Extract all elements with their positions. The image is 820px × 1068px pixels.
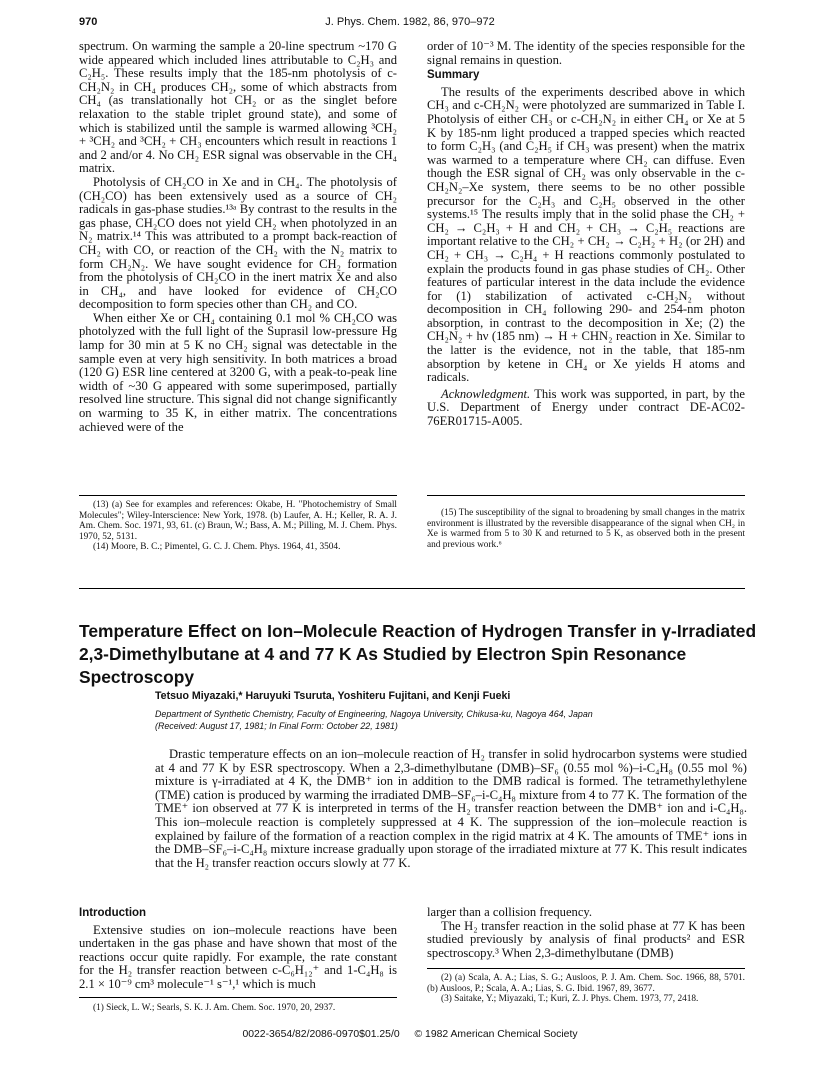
- left-column-text: [79, 40, 397, 434]
- page-number: 970: [79, 16, 98, 28]
- footnote: (2) (a) Scala, A. A.; Lias, S. G.; Ausloos, P. J. Am. Chem. Soc. 1966, 88, 5701. (b) Ausloos, P.; Scala, A. A.; Lias, S. G. Ibid. 1967, 89, 3677.: [427, 973, 745, 994]
- journal-citation: J. Phys. Chem. 1982, 86, 970–972: [325, 16, 495, 28]
- section-heading-summary: Summary: [427, 69, 480, 82]
- section-divider: [79, 588, 745, 589]
- acknowledgment-label: Acknowledgment.: [441, 386, 531, 401]
- paragraph: Photolysis of CH₂CO in Xe and in CH₄. The photolysis of (CH₂CO) has been extensively used as a source of CH₂ radicals in gas-phase studies.¹³ᵃ By contrast to the results in the gas phase, CH₂CO does not yield CH₂ when photolyzed in an N₂ matrix.¹⁴ This was attributed to a prompt back-reaction of CH₂ with CO, or reaction of the CH₂ with the N₂ matrix to form CH₂N₂. We have sought evidence for CH₂ formation from the photolysis of CH₂CO in the inert matrix Xe and also in CH₄, and have looked for evidence of CH₂CO decomposition to form species other than CH₂ and CO.: [79, 174, 397, 312]
- footnote: (14) Moore, B. C.; Pimentel, G. C. J. Chem. Phys. 1964, 41, 3504.: [93, 542, 341, 553]
- footnote: (13) (a) See for examples and references: Okabe, H. "Photochemistry of Small Molecules"; Wiley-Interscience: New York, 1978. (b) Laufer, A. H.; Keller, R. A. J. Am. Chem. Soc. 1971, 93, 61. (c) Braun, W.; Bass, A. M.; Pilling, M. J. Chem. Phys. 1970, 52, 5131.: [79, 500, 397, 542]
- acknowledgment-text: This work was supported, in part, by the U.S. Department of Energy under contract DE-AC02-76ER01715-A005.: [427, 386, 745, 429]
- paragraph: When either Xe or CH₄ containing 0.1 mol % CH₂CO was photolyzed with the full light of the Suprasil low-pressure Hg lamp for 30 min at 5 K no CH₂ signal was detectable in the sample even at very high sensitivity. In both matrices a broad (120 G) ESR line centered at 3200 G, with a peak-to-peak line width of ~30 G appeared with some superimposed, partially resolved line structure. This signal did not change significantly on warming to 35 K, in either matrix. The concentrations achieved were of the: [79, 310, 397, 434]
- footnotes-right: [427, 508, 745, 550]
- footnote: (3) Saitake, Y.; Miyazaki, T.; Kuri, Z. J. Phys. Chem. 1973, 77, 2418.: [441, 994, 699, 1005]
- introduction-left: [79, 905, 397, 992]
- footnote-divider: [79, 997, 397, 998]
- footnotes-bottom-left: [79, 1003, 397, 1014]
- article-abstract: Drastic temperature effects on an ion–molecule reaction of H₂ transfer in solid hydrocarbon systems were studied at 4 and 77 K by ESR spectroscopy. When a 2,3-dimethylbutane (DMB)–SF₆ (0.55 mol %)–i-C₄H₈ (0.55 mol %) mixture is γ-irradiated at 4 K, the DMB⁺ ion in addition to the DMB radical is formed. The tetramethylethylene (TME) cation is produced by warming the irradiated DMB–SF₆–i-C₄H₈ mixture from 4 to 77 K. The formation of the TME⁺ ion observed at 77 K is interpreted in terms of the H₂ transfer reaction between the DMB⁺ ion and i-C₄H₈. This ion–molecule reaction is completely suppressed at 4 K. The suppression of the ion–molecule reaction is explained by failure of the formation of a reaction complex in the rigid matrix at 4 K. The amounts of TME⁺ ions in the DMB–SF₆–i-C₄H₈ mixture increase gradually upon storage of the irradiated mixture at 77 K. This result indicates that the H₂ transfer reaction occurs slowly at 77 K.: [155, 747, 747, 870]
- section-heading-introduction: Introduction: [79, 907, 147, 919]
- paragraph: The H₂ transfer reaction in the solid phase at 77 K has been studied previously by analysis of final products² and ESR spectroscopy.³ When 2,3-dimethylbutane (DMB): [427, 918, 745, 960]
- paragraph: Extensive studies on ion–molecule reactions have been undertaken in the gas phase and have shown that most of the reactions occur quite rapidly. For example, the rate constant for the H₂ transfer reaction between c-C₆H₁₂⁺ and 1-C₄H₈ is 2.1 × 10⁻⁹ cm³ molecule⁻¹ s⁻¹,¹ which is much: [79, 922, 397, 991]
- footnote-divider: [427, 968, 745, 969]
- footnotes-bottom-right: [427, 973, 745, 1005]
- paragraph: order of 10⁻³ M. The identity of the species responsible for the signal remains in question.: [427, 39, 745, 67]
- paragraph: The results of the experiments described above in which CH₃ and c-CH₂N₂ were photolyzed are summarized in Table I. Photolysis of either CH₃ or c-CH₂N₂ in either CH₄ or Xe at 5 K by 185-nm light produced a trapped species which reacted to form C₂H₃ (and C₂H₅ if CH₃ was present) when the matrix was warmed to a temperature where CH₂ can diffuse. Even though the ESR signal of CH₂ was only observable in the c-CH₂N₂–Xe system, there seems to be no other possible precursor for the C₂H₃ and C₂H₅ observed in the other systems.¹⁵ The results imply that in the solid phase the CH₂ + CH₂ → C₂H₃ + H and CH₂ + CH₃ → C₂H₅ reactions are important relative to the CH₂ + CH₂ → C₂H₂ + H₂ (or 2H) and CH₂ + CH₃ → C₂H₄ + H reactions commonly postulated to explain the products found in gas phase studies of CH₂. Other features of particular interest in the data include the evidence for (1) stabilization of activated c-CH₂N₂ without decomposition in CH₄ following 290- and 254-nm photon absorption, in contrast to the decomposition in Xe; (2) the CH₂N₂ + hν (185 nm) → H + CHN₂ reaction in Xe. Similar to the latter is the evidence, not in the table, that 185-nm absorption by ketene in CH₄ or Xe yields H atoms and radicals.: [427, 84, 745, 385]
- affiliation-address: Department of Synthetic Chemistry, Faculty of Engineering, Nagoya University, Chikusa-ku, Nagoya 464, Japan: [155, 709, 593, 719]
- received-dates: (Received: August 17, 1981; In Final Form: October 22, 1981): [155, 721, 398, 731]
- article-authors: Tetsuo Miyazaki,* Haruyuki Tsuruta, Yoshiteru Fujitani, and Kenji Fueki: [155, 690, 511, 702]
- footnotes-left: [79, 500, 397, 553]
- article-title: Temperature Effect on Ion–Molecule Reaction of Hydrogen Transfer in γ-Irradiated 2,3-Dimethylbutane at 4 and 77 K As Studied by Electron Spin Resonance Spectroscopy: [79, 621, 757, 687]
- paragraph: spectrum. On warming the sample a 20-line spectrum ~170 G wide appeared which included lines attributable to C₂H₃ and C₂H₅. These results imply that the 185-nm photolysis of c-CH₂N₂ in CH₄ produces CH₂, some of which abstracts from CH₄ (as translationally hot CH₂ or as the singlet before relaxation to the stable triplet ground state), and some of which is stabilized until the sample is warmed allowing ³CH₂ + ³CH₂ and ³CH₂ + CH₃ encounters which result in reactions 1 and 2 and/or 4. No CH₂ ESR signal was observable in the CH₄ matrix.: [79, 39, 397, 176]
- footnote-divider: [427, 495, 745, 496]
- footnote-divider: [79, 495, 397, 496]
- footnote: (15) The susceptibility of the signal to broadening by small changes in the matrix environment is illustrated by the reversible disappearance of the signal when CH₂ in Xe is warmed from 5 to 30 K and returned to 5 K, as observed both in the present and previous work.⁶: [427, 508, 745, 550]
- acknowledgment: [427, 388, 745, 429]
- footnote: (1) Sieck, L. W.; Searls, S. K. J. Am. Chem. Soc. 1970, 20, 2937.: [93, 1003, 336, 1013]
- page-footer: [0, 1029, 820, 1040]
- issn-code: 0022-3654/82/2086-0970$01.25/0: [242, 1029, 400, 1040]
- introduction-right: [427, 906, 745, 960]
- paragraph: larger than a collision frequency.: [427, 905, 593, 919]
- article-affiliation: [155, 708, 593, 732]
- copyright-notice: © 1982 American Chemical Society: [414, 1029, 578, 1040]
- running-header: [79, 16, 741, 32]
- right-column-text: [427, 40, 745, 429]
